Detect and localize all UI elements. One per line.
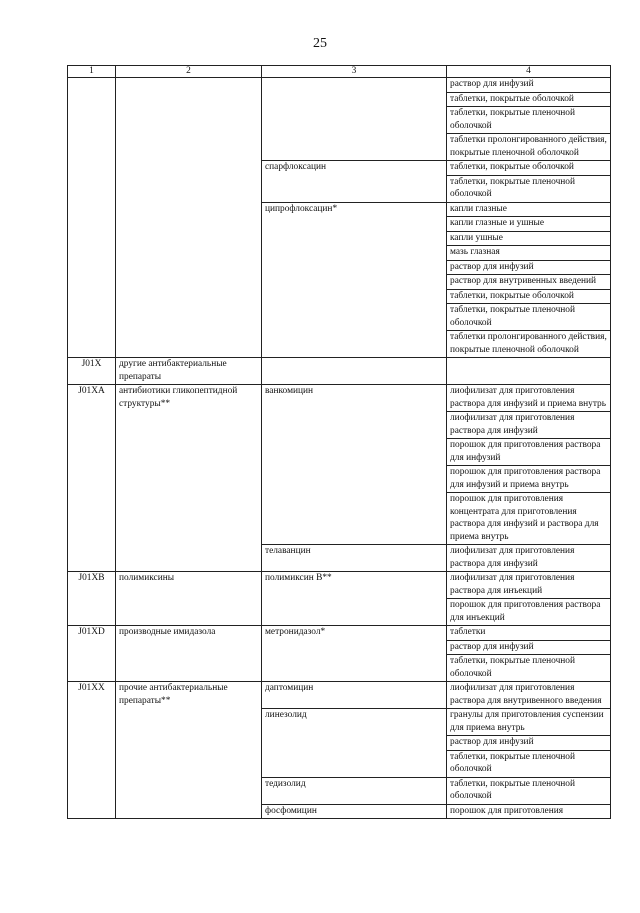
atc-code-cell: J01XA: [68, 385, 116, 572]
table-row: [68, 385, 611, 545]
dosage-form: таблетки, покрытые оболочкой: [447, 161, 610, 176]
column-header: 1: [68, 66, 116, 78]
dosage-form: раствор для инфузий: [447, 641, 610, 656]
page-number: 25: [313, 36, 327, 51]
dosage-form: капли ушные: [447, 232, 610, 247]
dosage-forms-cell: [447, 202, 611, 358]
group-name-cell: полимиксины: [116, 572, 262, 626]
table-body: [68, 78, 611, 819]
dosage-form: таблетки пролонгированного действия, покрытые пленочной оболочкой: [450, 135, 607, 158]
group-name-cell: прочие антибактериальные препараты**: [116, 682, 262, 819]
atc-code-cell: J01XD: [68, 626, 116, 682]
dosage-forms-cell: [447, 777, 611, 804]
dosage-form: таблетки, покрытые пленочной оболочкой: [450, 656, 576, 679]
dosage-form: таблетки: [447, 626, 610, 641]
drug-name-cell: тедизолид: [262, 777, 447, 804]
atc-code-cell: J01XX: [68, 682, 116, 819]
dosage-forms-cell: [447, 545, 611, 572]
table-row: [68, 572, 611, 626]
dosage-forms-cell: [447, 385, 611, 545]
drug-name-cell: ванкомицин: [262, 385, 447, 545]
dosage-form: порошок для приготовления концентрата для приготовления раствора для инфузий и раствора для приема внутрь: [450, 494, 599, 542]
dosage-form: мазь глазная: [447, 246, 610, 261]
dosage-form: лиофилизат для приготовления раствора для инъекций: [447, 572, 610, 599]
group-name-cell: производные имидазола: [116, 626, 262, 682]
drug-name-cell: телаванцин: [262, 545, 447, 572]
table-row: [68, 626, 611, 682]
group-name-cell: антибиотики гликопептидной структуры**: [116, 385, 262, 572]
dosage-form: раствор для инфузий: [447, 736, 610, 751]
dosage-form: таблетки пролонгированного действия, покрытые пленочной оболочкой: [450, 332, 607, 355]
column-header: 3: [262, 66, 447, 78]
dosage-form: раствор для инфузий: [447, 78, 610, 93]
dosage-form: таблетки, покрытые пленочной оболочкой: [447, 304, 610, 331]
dosage-form: таблетки, покрытые пленочной оболочкой: [450, 778, 576, 801]
dosage-forms-cell: [447, 804, 611, 819]
dosage-form: лиофилизат для приготовления раствора для внутривенного введения: [450, 683, 602, 706]
dosage-form: таблетки, покрытые оболочкой: [447, 93, 610, 108]
table-row: [68, 78, 611, 161]
dosage-forms-cell: [447, 682, 611, 709]
dosage-form: лиофилизат для приготовления раствора для инфузий и приема внутрь: [447, 385, 610, 412]
dosage-form: капли глазные: [447, 203, 610, 218]
dosage-form: лиофилизат для приготовления раствора для инфузий: [450, 546, 575, 569]
drug-name-cell: [262, 78, 447, 161]
atc-code-cell: [68, 78, 116, 358]
dosage-forms-cell: [447, 78, 611, 161]
dosage-form: капли глазные и ушные: [447, 217, 610, 232]
dosage-form: таблетки, покрытые оболочкой: [447, 290, 610, 305]
group-name-cell: другие антибактериальные препараты: [116, 358, 262, 385]
atc-code-cell: J01XB: [68, 572, 116, 626]
dosage-forms-cell: [447, 358, 611, 385]
dosage-forms-cell: [447, 709, 611, 778]
drug-name-cell: спарфлоксацин: [262, 161, 447, 203]
dosage-form: [447, 358, 610, 372]
table-header-row: [68, 66, 611, 78]
dosage-form: порошок для приготовления: [450, 805, 564, 816]
drug-name-cell: полимиксин B**: [262, 572, 447, 626]
dosage-form: таблетки, покрытые пленочной оболочкой: [450, 751, 576, 774]
drug-table: [67, 65, 611, 819]
drug-name-cell: фосфомицин: [262, 804, 447, 819]
drug-name-cell: [262, 358, 447, 385]
atc-code-cell: J01X: [68, 358, 116, 385]
dosage-form: раствор для инфузий: [447, 261, 610, 276]
dosage-form: лиофилизат для приготовления раствора для инфузий: [447, 412, 610, 439]
dosage-form: таблетки, покрытые пленочной оболочкой: [447, 107, 610, 134]
dosage-form: гранулы для приготовления суспензии для приема внутрь: [447, 709, 610, 736]
dosage-forms-cell: [447, 572, 611, 626]
drug-name-cell: метронидазол*: [262, 626, 447, 682]
table-row: [68, 682, 611, 709]
dosage-form: таблетки, покрытые пленочной оболочкой: [450, 176, 576, 199]
dosage-form: порошок для приготовления раствора для инъекций: [450, 600, 601, 623]
drug-name-cell: линезолид: [262, 709, 447, 778]
dosage-form: раствор для внутривенных введений: [447, 275, 610, 290]
dosage-form: порошок для приготовления раствора для инфузий и приема внутрь: [447, 466, 610, 493]
dosage-form: порошок для приготовления раствора для инфузий: [447, 439, 610, 466]
drug-name-cell: ципрофлоксацин*: [262, 202, 447, 358]
group-name-cell: [116, 78, 262, 358]
column-header: 4: [447, 66, 611, 78]
drug-name-cell: даптомицин: [262, 682, 447, 709]
column-header: 2: [116, 66, 262, 78]
table-row: [68, 358, 611, 385]
dosage-forms-cell: [447, 161, 611, 203]
dosage-forms-cell: [447, 626, 611, 682]
